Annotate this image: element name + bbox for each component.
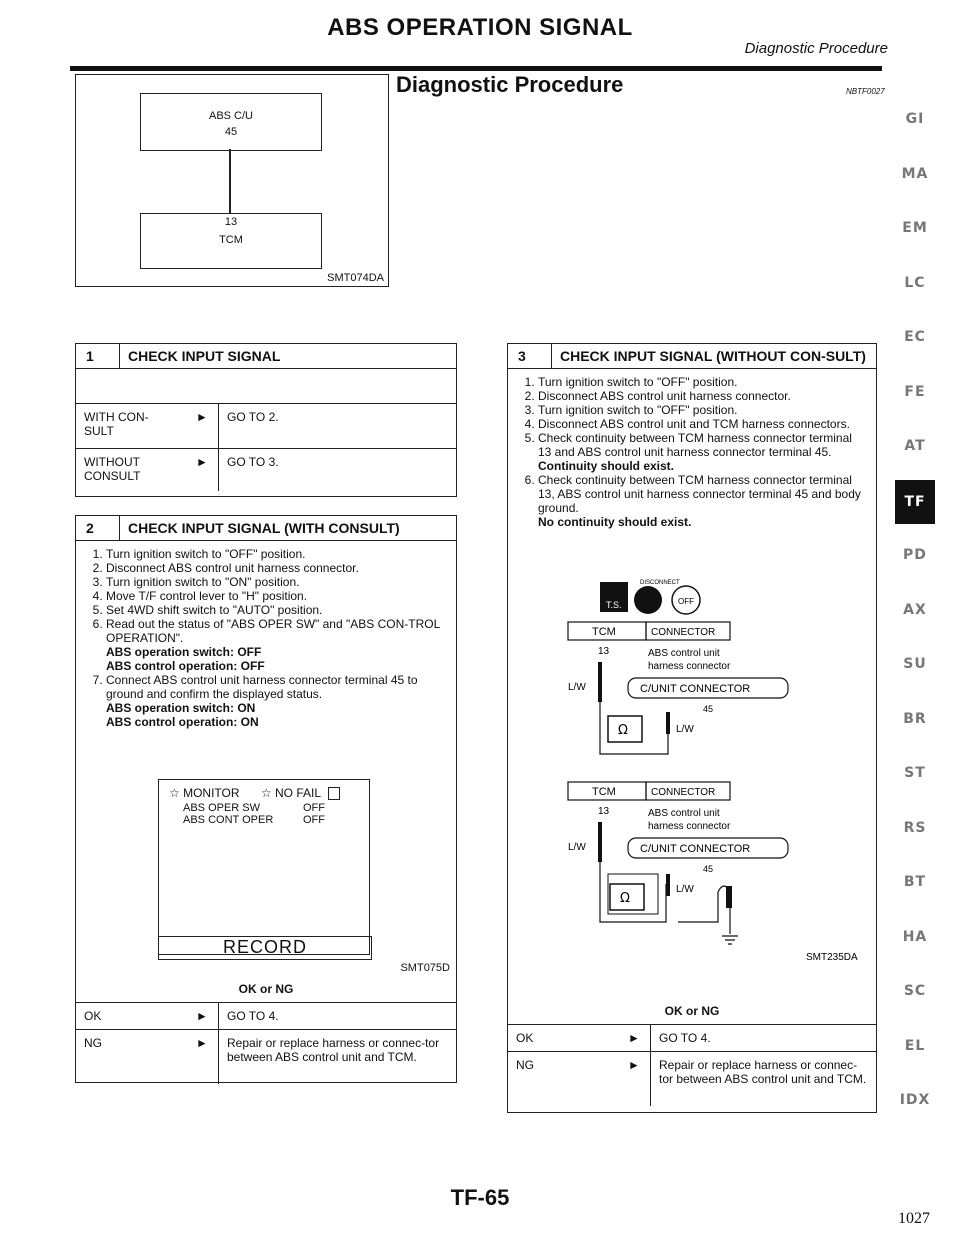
page-title: ABS OPERATION SIGNAL: [327, 14, 633, 41]
instruction: 2. Disconnect ABS control unit harness connector.: [106, 561, 446, 575]
instruction: [538, 473, 866, 529]
result-row: [508, 1024, 876, 1051]
probe: [666, 712, 670, 734]
spec: No continuity should exist.: [538, 515, 692, 529]
spec: ABS control operation: ON: [106, 715, 259, 729]
abs-unit-label: ABS control unit: [648, 648, 720, 659]
tab-em[interactable]: EM: [902, 220, 928, 236]
tcm-box: [140, 213, 322, 269]
instruction: [538, 431, 866, 473]
result-cond: OK: [84, 1009, 102, 1023]
instruction: 1. Turn ignition switch to "OFF" position.: [106, 547, 446, 561]
ts-label: T.S.: [606, 600, 622, 610]
page-corner-number: 1027: [898, 1210, 930, 1227]
section-code: NBTF0027: [846, 87, 885, 96]
diagram-code: SMT074DA: [327, 272, 384, 284]
tab-su[interactable]: SU: [903, 656, 927, 672]
lw-label: L/W: [568, 682, 586, 693]
arrow-icon: ►: [196, 1036, 208, 1050]
result-row: [76, 1029, 456, 1084]
abs-cu-box: [140, 93, 322, 151]
tool-icons: [600, 580, 700, 614]
monitor-header: [159, 780, 369, 802]
tab-idx[interactable]: IDX: [899, 1092, 931, 1108]
lw-label: L/W: [676, 884, 694, 895]
tab-gi[interactable]: GI: [905, 111, 925, 127]
step-number: 2: [76, 516, 120, 540]
monitor-value: OFF: [303, 814, 325, 827]
instruction-text: Read out the status of "ABS OPER SW" and "ABS CON-TROL OPERATION".: [106, 617, 440, 645]
instruction: 3. Turn ignition switch to "OFF" position.: [538, 403, 866, 417]
ohm-label: Ω: [620, 891, 630, 906]
monitor-row: [159, 814, 369, 826]
page-number: TF-65: [450, 1185, 510, 1210]
step-number: 1: [76, 344, 120, 368]
probe: [598, 662, 602, 702]
probe: [726, 886, 732, 908]
page-subtitle: Diagnostic Procedure: [744, 40, 888, 57]
result-row: [76, 403, 456, 448]
disconnect-icon: [634, 586, 662, 614]
arrow-icon: ►: [196, 410, 208, 424]
result-action: GO TO 4.: [218, 1003, 456, 1029]
continuity-check-figure: [548, 574, 868, 994]
lw-label: L/W: [568, 842, 586, 853]
result-row: [76, 1002, 456, 1029]
abs-unit-label: ABS control unit: [648, 808, 720, 819]
no-fail-label: ☆ NO FAIL: [260, 786, 321, 800]
record-button: RECORD: [158, 936, 372, 960]
tab-pd[interactable]: PD: [903, 547, 927, 563]
connector-label: CONNECTOR: [651, 787, 716, 798]
instruction-text: Check continuity between TCM harness connector terminal 13 and ABS control unit harness connector terminal 45.: [538, 431, 852, 459]
terminal-13: 13: [598, 646, 610, 657]
tab-ec[interactable]: EC: [904, 329, 926, 345]
tab-ax[interactable]: AX: [903, 601, 927, 618]
step-title: CHECK INPUT SIGNAL: [128, 348, 281, 364]
tab-bt[interactable]: BT: [903, 874, 927, 890]
step-2-header: [76, 516, 456, 541]
arrow-icon: ►: [196, 1009, 208, 1023]
tab-st[interactable]: ST: [904, 765, 926, 781]
instruction: 4. Move T/F control lever to "H" position.: [106, 589, 446, 603]
terminal-45: 45: [703, 704, 714, 714]
result-cond: WITHOUT CONSULT: [84, 455, 141, 483]
step-number: 3: [508, 344, 552, 368]
meter-body: [608, 874, 658, 914]
result-cond: WITH CON- SULT: [84, 410, 149, 438]
ok-ng-label: OK or NG: [238, 982, 294, 996]
arrow-icon: ►: [196, 455, 208, 469]
monitor-label: ☆ MONITOR: [169, 786, 240, 800]
consult-monitor-screen: [158, 779, 370, 955]
spec: Continuity should exist.: [538, 459, 675, 473]
monitor-item: ABS OPER SW: [183, 802, 261, 815]
step-2-box: [75, 515, 457, 1083]
step-1-header: [76, 344, 456, 369]
tcm-label: TCM: [219, 234, 243, 246]
ohm-label: Ω: [618, 723, 628, 738]
connector-label: CONNECTOR: [651, 627, 716, 638]
monitor-row: [159, 802, 369, 814]
ground-icon: [722, 936, 738, 944]
terminal-13: 13: [598, 806, 610, 817]
instruction: 1. Turn ignition switch to "OFF" position.: [538, 375, 866, 389]
step-3-instructions: [508, 369, 876, 533]
spec: ABS control operation: OFF: [106, 659, 265, 673]
tab-lc[interactable]: LC: [904, 274, 926, 291]
result-row: [508, 1051, 876, 1106]
cunit-label: C/UNIT CONNECTOR: [640, 683, 751, 695]
result-row: [76, 448, 456, 491]
tab-fe[interactable]: FE: [904, 383, 926, 400]
wire: [229, 149, 231, 213]
result-cond: NG: [516, 1058, 534, 1072]
instruction: [106, 673, 446, 729]
tab-sc[interactable]: SC: [903, 983, 927, 999]
wire: [600, 702, 668, 754]
lw-label: L/W: [676, 724, 694, 735]
step-title: CHECK INPUT SIGNAL (WITH CONSULT): [128, 520, 400, 536]
instruction-text: Connect ABS control unit harness connector terminal 45 to ground and confirm the displayed status.: [106, 673, 418, 701]
arrow-icon: ►: [628, 1031, 640, 1045]
figure-code: SMT075D: [400, 962, 450, 974]
figure-code: SMT235DA: [806, 952, 858, 963]
instruction: 2. Disconnect ABS control unit harness connector.: [538, 389, 866, 403]
result-cond: NG: [84, 1036, 102, 1050]
checkbox-icon: [328, 787, 340, 800]
result-action: Repair or replace harness or connec-tor between ABS control unit and TCM.: [218, 1030, 456, 1084]
tab-el[interactable]: EL: [904, 1037, 926, 1054]
abs-cu-terminal: 45: [224, 126, 238, 138]
instruction: 4. Disconnect ABS control unit and TCM harness connectors.: [538, 417, 866, 431]
step-title: CHECK INPUT SIGNAL (WITHOUT CON-SULT): [560, 348, 866, 364]
harness-connector-label: harness connector: [648, 821, 731, 832]
tcm-label: TCM: [592, 626, 616, 638]
blank-row: [76, 369, 456, 403]
instruction: [106, 617, 446, 673]
result-action: Repair or replace harness or connec-tor between ABS control unit and TCM.: [650, 1052, 876, 1106]
monitor-value: OFF: [303, 802, 325, 815]
instruction-text: Check continuity between TCM harness connector terminal 13, ABS control unit harness connector terminal 45 and body ground.: [538, 473, 861, 515]
cunit-label: C/UNIT CONNECTOR: [640, 843, 751, 855]
tab-ma[interactable]: MA: [901, 165, 929, 182]
step-1-box: [75, 343, 457, 497]
tab-br[interactable]: BR: [903, 710, 927, 727]
step-2-instructions: [76, 541, 456, 733]
step-3-header: [508, 344, 876, 369]
abs-cu-label: ABS C/U: [208, 110, 253, 122]
abs-tcm-diagram: [75, 74, 389, 287]
monitor-item: ABS CONT OPER: [183, 814, 274, 827]
probe: [666, 874, 670, 896]
tab-tf[interactable]: TF: [895, 480, 935, 524]
off-label: OFF: [678, 597, 694, 606]
header-rule: [70, 66, 882, 71]
disconnect-label: DISCONNECT: [640, 580, 680, 586]
tcm-terminal: 13: [224, 216, 238, 228]
tab-ha[interactable]: HA: [902, 928, 928, 945]
result-action: GO TO 4.: [650, 1025, 876, 1051]
step-3-box: [507, 343, 877, 1113]
result-action: GO TO 3.: [218, 449, 456, 491]
tab-at[interactable]: AT: [904, 438, 926, 454]
harness-connector-label: harness connector: [648, 661, 731, 672]
instruction: 3. Turn ignition switch to "ON" position.: [106, 575, 446, 589]
spec: ABS operation switch: ON: [106, 701, 256, 715]
spec: ABS operation switch: OFF: [106, 645, 262, 659]
result-table: [508, 1024, 876, 1106]
section-title: Diagnostic Procedure: [396, 72, 624, 97]
result-table: [76, 1002, 456, 1084]
probe: [598, 822, 602, 862]
terminal-45: 45: [703, 864, 714, 874]
instruction: 5. Set 4WD shift switch to "AUTO" position.: [106, 603, 446, 617]
arrow-icon: ►: [628, 1058, 640, 1072]
result-action: GO TO 2.: [218, 404, 456, 448]
tab-rs[interactable]: RS: [903, 819, 927, 836]
ok-ng-label: OK or NG: [664, 1004, 720, 1018]
tcm-label: TCM: [592, 786, 616, 798]
result-cond: OK: [516, 1031, 534, 1045]
